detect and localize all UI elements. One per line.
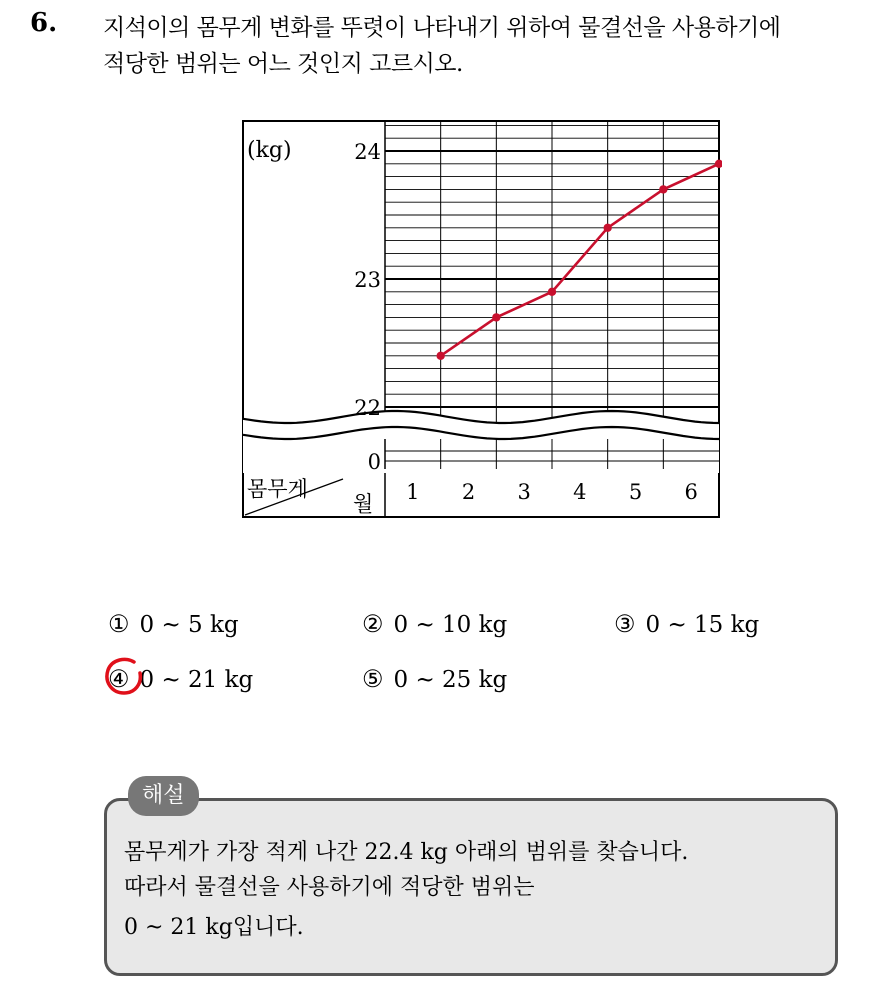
x-tick-label: 6 bbox=[684, 480, 698, 504]
y-tick-label: 24 bbox=[354, 140, 381, 164]
choice-2[interactable] bbox=[362, 610, 507, 638]
explanation-line-1: 몸무게가 가장 적게 나간 22.4 kg 아래의 범위를 찾습니다. bbox=[124, 840, 689, 865]
choice-4-text: 0 ~ 21 kg bbox=[139, 667, 254, 693]
choice-2-text: 0 ~ 10 kg bbox=[393, 612, 508, 638]
x-tick-label: 4 bbox=[573, 480, 587, 504]
selected-answer-circle bbox=[104, 656, 144, 696]
choice-1-text: 0 ~ 5 kg bbox=[139, 612, 239, 638]
y-tick-label: 23 bbox=[354, 268, 381, 292]
explanation-line-3: 0 ~ 21 kg입니다. bbox=[124, 915, 304, 940]
data-point bbox=[659, 185, 667, 193]
x-tick-label: 5 bbox=[628, 480, 643, 504]
choice-1[interactable] bbox=[108, 610, 239, 638]
y-tick-label: 22 bbox=[354, 396, 381, 420]
weight-chart bbox=[240, 118, 722, 524]
question-number: 6. bbox=[30, 8, 58, 38]
data-point bbox=[436, 352, 444, 360]
x-tick-label: 3 bbox=[517, 480, 531, 504]
choice-3[interactable] bbox=[614, 610, 759, 638]
choice-1-mark: ① bbox=[108, 610, 130, 638]
x-header-right: 월 bbox=[353, 492, 374, 516]
explanation-tag: 해설 bbox=[128, 776, 199, 816]
data-point bbox=[548, 288, 556, 296]
x-tick-label: 1 bbox=[406, 480, 420, 504]
question-text bbox=[103, 10, 873, 82]
x-tick-label: 2 bbox=[461, 480, 476, 504]
choice-3-mark: ③ bbox=[614, 610, 636, 638]
choice-3-text: 0 ~ 15 kg bbox=[645, 612, 760, 638]
choice-2-mark: ② bbox=[362, 610, 384, 638]
question-line-1: 지석이의 몸무게 변화를 뚜렷이 나타내기 위하여 물결선을 사용하기에 bbox=[103, 15, 781, 41]
choice-4-mark: ④ bbox=[108, 665, 130, 693]
unit-label: (kg) bbox=[247, 138, 292, 163]
data-point bbox=[492, 313, 500, 321]
choice-5-text: 0 ~ 25 kg bbox=[393, 667, 508, 693]
y-tick-label: 0 bbox=[367, 450, 381, 474]
x-header-left: 몸무게 bbox=[247, 477, 308, 501]
question-line-2: 적당한 범위는 어느 것인지 고르시오. bbox=[103, 51, 463, 77]
data-point bbox=[603, 224, 611, 232]
weight-line-graph bbox=[240, 118, 722, 520]
explanation-line-2: 따라서 물결선을 사용하기에 적당한 범위는 bbox=[124, 875, 535, 900]
choice-5-mark: ⑤ bbox=[362, 665, 384, 693]
choice-5[interactable] bbox=[362, 665, 507, 693]
